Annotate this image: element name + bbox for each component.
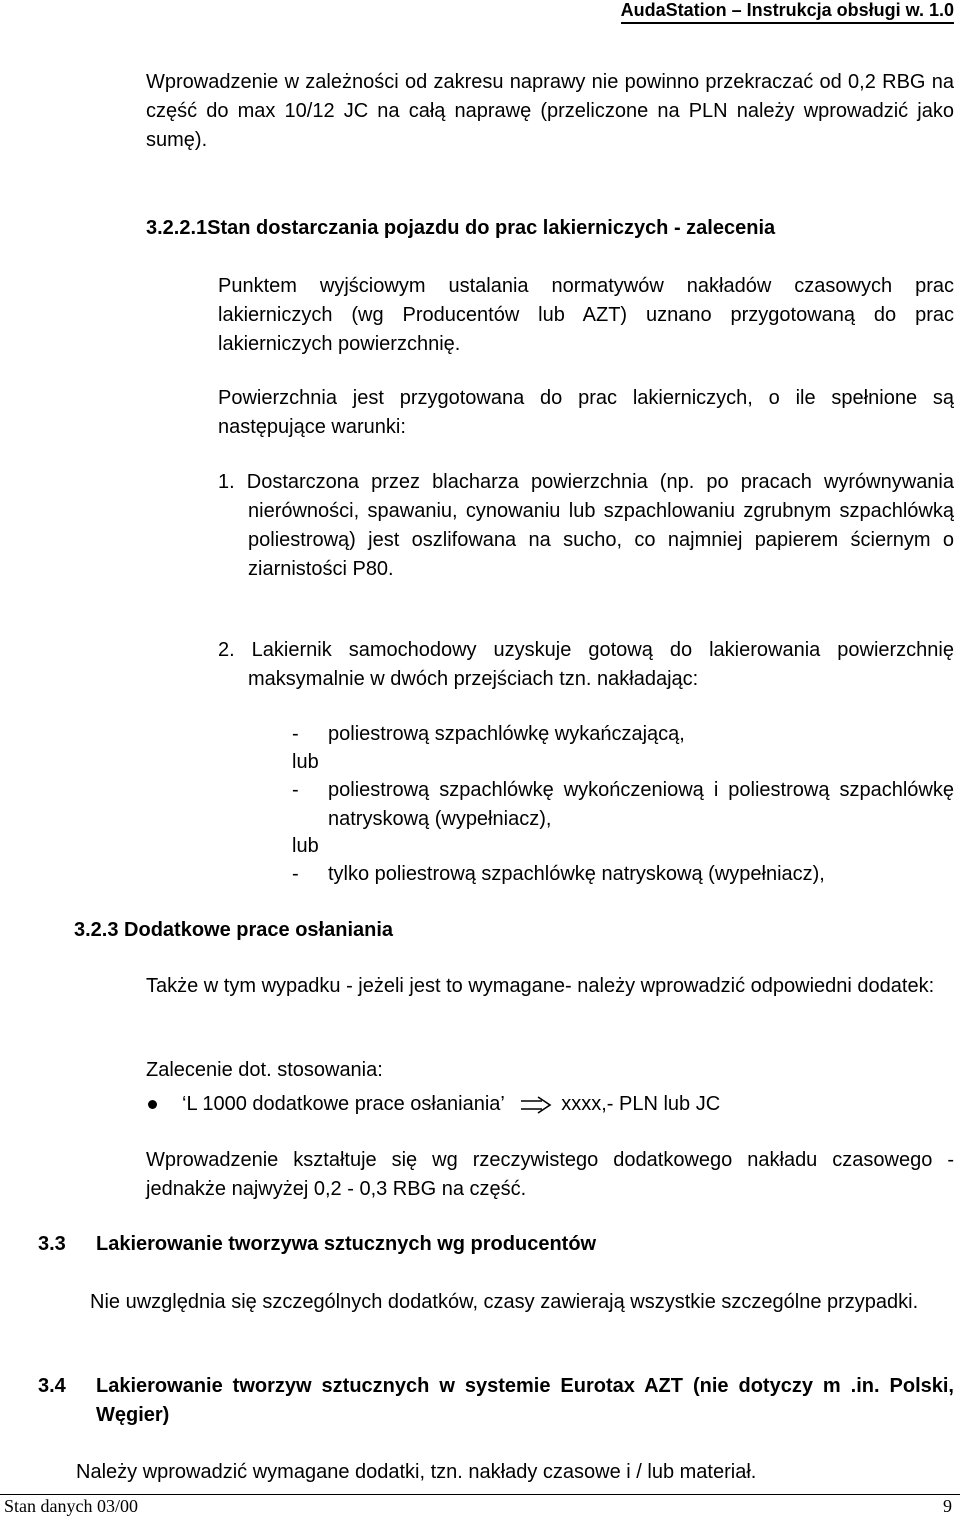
- footer-page-number: 9: [943, 1496, 952, 1516]
- recommendation-label: Zalecenie dot. stosowania:: [146, 1059, 383, 1081]
- dash-item-2: [292, 776, 954, 834]
- section-323-paragraph-2: Wprowadzenie kształtuje się wg rzeczywistego dodatkowego nakładu czasowego - jednakże najwyżej 0,2 - 0,3 RBG na część.: [146, 1149, 954, 1200]
- dash-marker: -: [292, 723, 299, 745]
- document-header-title: AudaStation – Instrukcja obsługi w. 1.0: [621, 0, 954, 24]
- condition-item-1-text: 1. Dostarczona przez blacharza powierzchnia (np. po pracach wyrównywania nierówności, spawaniu, cynowaniu lub szpachlowaniu zgrubnym szpachlówką poliestrową) jest oszlifowana na sucho, co najmniej papierem ściernym o ziarnistości P80.: [218, 471, 954, 580]
- lub-separator-1: lub: [292, 751, 319, 773]
- dash-item-3: [292, 860, 954, 889]
- section-33-paragraph: Nie uwzględnia się szczególnych dodatków, czasy zawierają wszystkie szczególne przypadki.: [90, 1291, 919, 1313]
- intro-paragraph: Wprowadzenie w zależności od zakresu naprawy nie powinno przekraczać od 0,2 RBG na część do max 10/12 JC na całą naprawę (przeliczone na PLN należy wprowadzić jako sumę).: [146, 71, 954, 151]
- section-3221-paragraph-1: Punktem wyjściowym ustalania normatywów nakładów czasowych prac lakierniczych (wg Producentów lub AZT) uznano przygotowaną do prac lakierniczych powierzchnię.: [218, 275, 954, 355]
- double-arrow-right-icon: [520, 1096, 552, 1114]
- condition-item-2-text: 2. Lakiernik samochodowy uzyskuje gotową do lakierowania powierzchnię maksymalnie w dwóch przejściach tzn. nakładając:: [218, 639, 954, 690]
- dash-item-3-text: tylko poliestrową szpachlówkę natryskową (wypełniacz),: [328, 863, 825, 885]
- section-34-number: 3.4: [38, 1375, 66, 1397]
- recommendation-value: xxxx,- PLN lub JC: [561, 1093, 721, 1115]
- footer-divider: [0, 1494, 960, 1495]
- recommendation-code: ‘L 1000 dodatkowe prace osłaniania’: [182, 1093, 505, 1115]
- section-3221-heading: 3.2.2.1Stan dostarczania pojazdu do prac lakierniczych - zalecenia: [146, 217, 776, 239]
- footer-data-status: Stan danych 03/00: [4, 1496, 138, 1516]
- dash-item-1-text: poliestrową szpachlówkę wykańczającą,: [328, 723, 685, 745]
- lub-separator-2: lub: [292, 835, 319, 857]
- section-3221-paragraph-2: Powierzchnia jest przygotowana do prac lakierniczych, o ile spełnione są następujące warunki:: [218, 387, 954, 438]
- section-323-paragraph-1: Także w tym wypadku - jeżeli jest to wymagane- należy wprowadzić odpowiedni dodatek:: [146, 975, 935, 997]
- section-33-number: 3.3: [38, 1233, 66, 1255]
- condition-item-2: [218, 636, 954, 694]
- condition-item-1: [218, 468, 954, 584]
- dash-marker: -: [292, 863, 299, 885]
- section-33-heading: Lakierowanie tworzywa sztucznych wg producentów: [96, 1233, 597, 1255]
- section-34-paragraph: Należy wprowadzić wymagane dodatki, tzn. nakłady czasowe i / lub materiał.: [76, 1461, 757, 1483]
- recommendation-bullet: [182, 1090, 720, 1119]
- dash-item-2-text: poliestrową szpachlówkę wykończeniową i poliestrową szpachlówkę natryskową (wypełniacz),: [328, 779, 954, 830]
- section-34-heading: Lakierowanie tworzyw sztucznych w systemie Eurotax AZT (nie dotyczy m .in. Polski, Węgier): [96, 1375, 954, 1426]
- bullet-icon: [148, 1100, 157, 1109]
- dash-marker: -: [292, 779, 299, 801]
- section-323-heading: 3.2.3 Dodatkowe prace osłaniania: [74, 919, 394, 941]
- dash-item-1: [292, 720, 954, 749]
